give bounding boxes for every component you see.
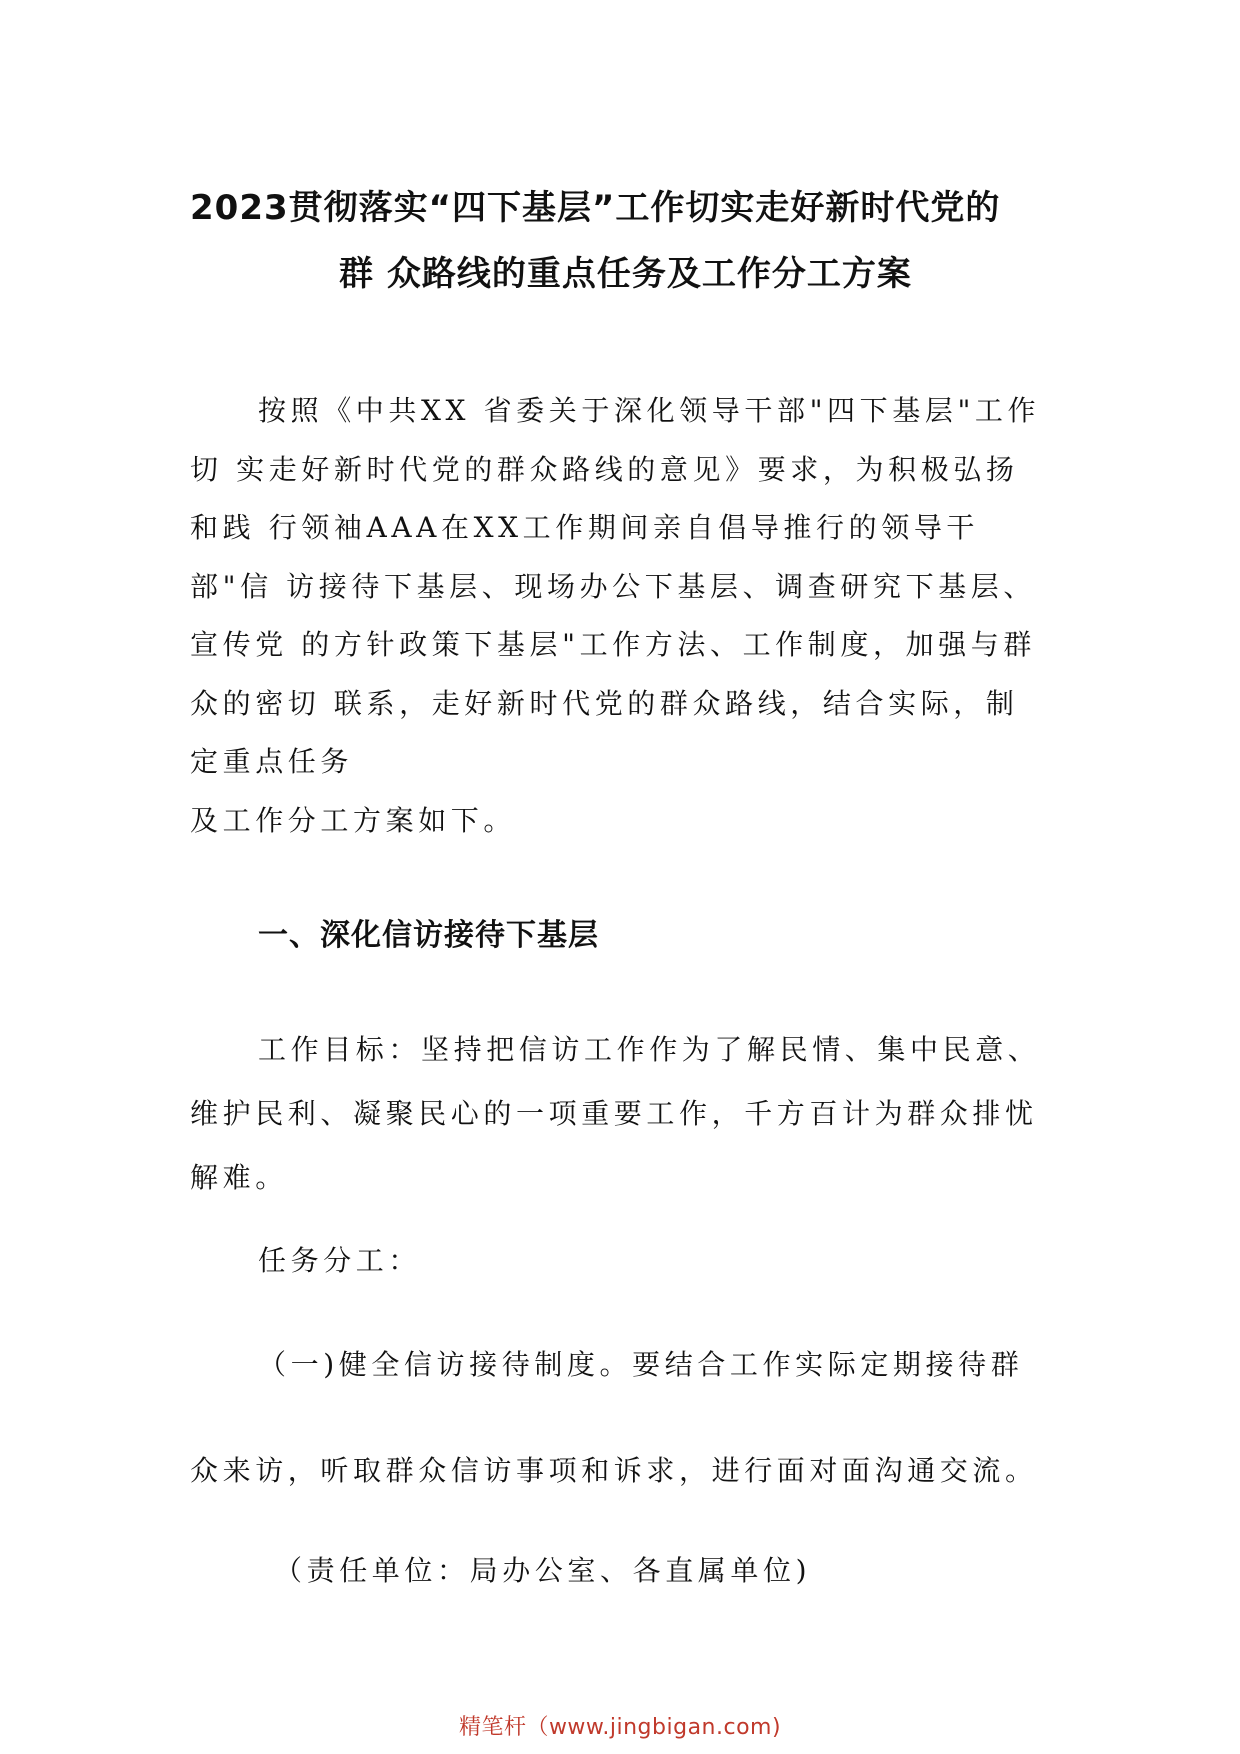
intro-line: 宣传党 的方针政策下基层"工作方法、工作制度，加强与群 [190, 628, 1036, 661]
task-label [258, 1232, 1126, 1291]
intro-line: 和践 行领袖AAA在XX工作期间亲自倡导推行的领导干 [190, 511, 980, 544]
task-1-paragraph [190, 1333, 1058, 1545]
footer-watermark: 精笔杆（www.jingbigan.com) [458, 1715, 782, 1740]
responsibility-text: （责任单位：局办公室、各直属单位) [274, 1554, 812, 1587]
section-heading-1: 一、深化信访接待下基层 [258, 918, 599, 953]
intro-paragraph-end [190, 792, 1058, 851]
document-title-line-2: 群 众路线的重点任务及工作分工方案 [339, 254, 912, 294]
responsibility-note [274, 1542, 1142, 1601]
intro-line: 众的密切 联系，走好新时代党的群众路线，结合实际，制 [190, 686, 1019, 720]
intro-paragraph [190, 382, 1058, 792]
task-label-text: 任务分工： [258, 1244, 422, 1277]
goal-line: 维护民利、凝聚民心的一项重要工作，千方百计为群众排忧 [190, 1097, 1038, 1130]
task-1-line: （一)健全信访接待制度。要结合工作实际定期接待群 [258, 1348, 1024, 1381]
goal-paragraph [190, 1018, 1058, 1210]
intro-line: 定重点任务 [190, 745, 354, 778]
goal-line: 解难。 [190, 1161, 288, 1194]
task-1-line: 众来访，听取群众信访事项和诉求，进行面对面沟通交流。 [190, 1454, 1038, 1487]
intro-line: 切 实走好新时代党的群众路线的意见》要求，为积极弘扬 [190, 452, 1019, 486]
intro-end-line: 及工作分工方案如下。 [190, 804, 517, 837]
goal-line: 工作目标：坚持把信访工作作为了解民情、集中民意、 [258, 1033, 1041, 1066]
document-title-line-1: 2023贯彻落实“四下基层”工作切实走好新时代党的 [190, 188, 1001, 228]
intro-line: 按照《中共XX 省委关于深化领导干部"四下基层"工作 [258, 394, 1041, 427]
intro-line: 部"信 访接待下基层、现场办公下基层、调查研究下基层、 [190, 569, 1036, 603]
